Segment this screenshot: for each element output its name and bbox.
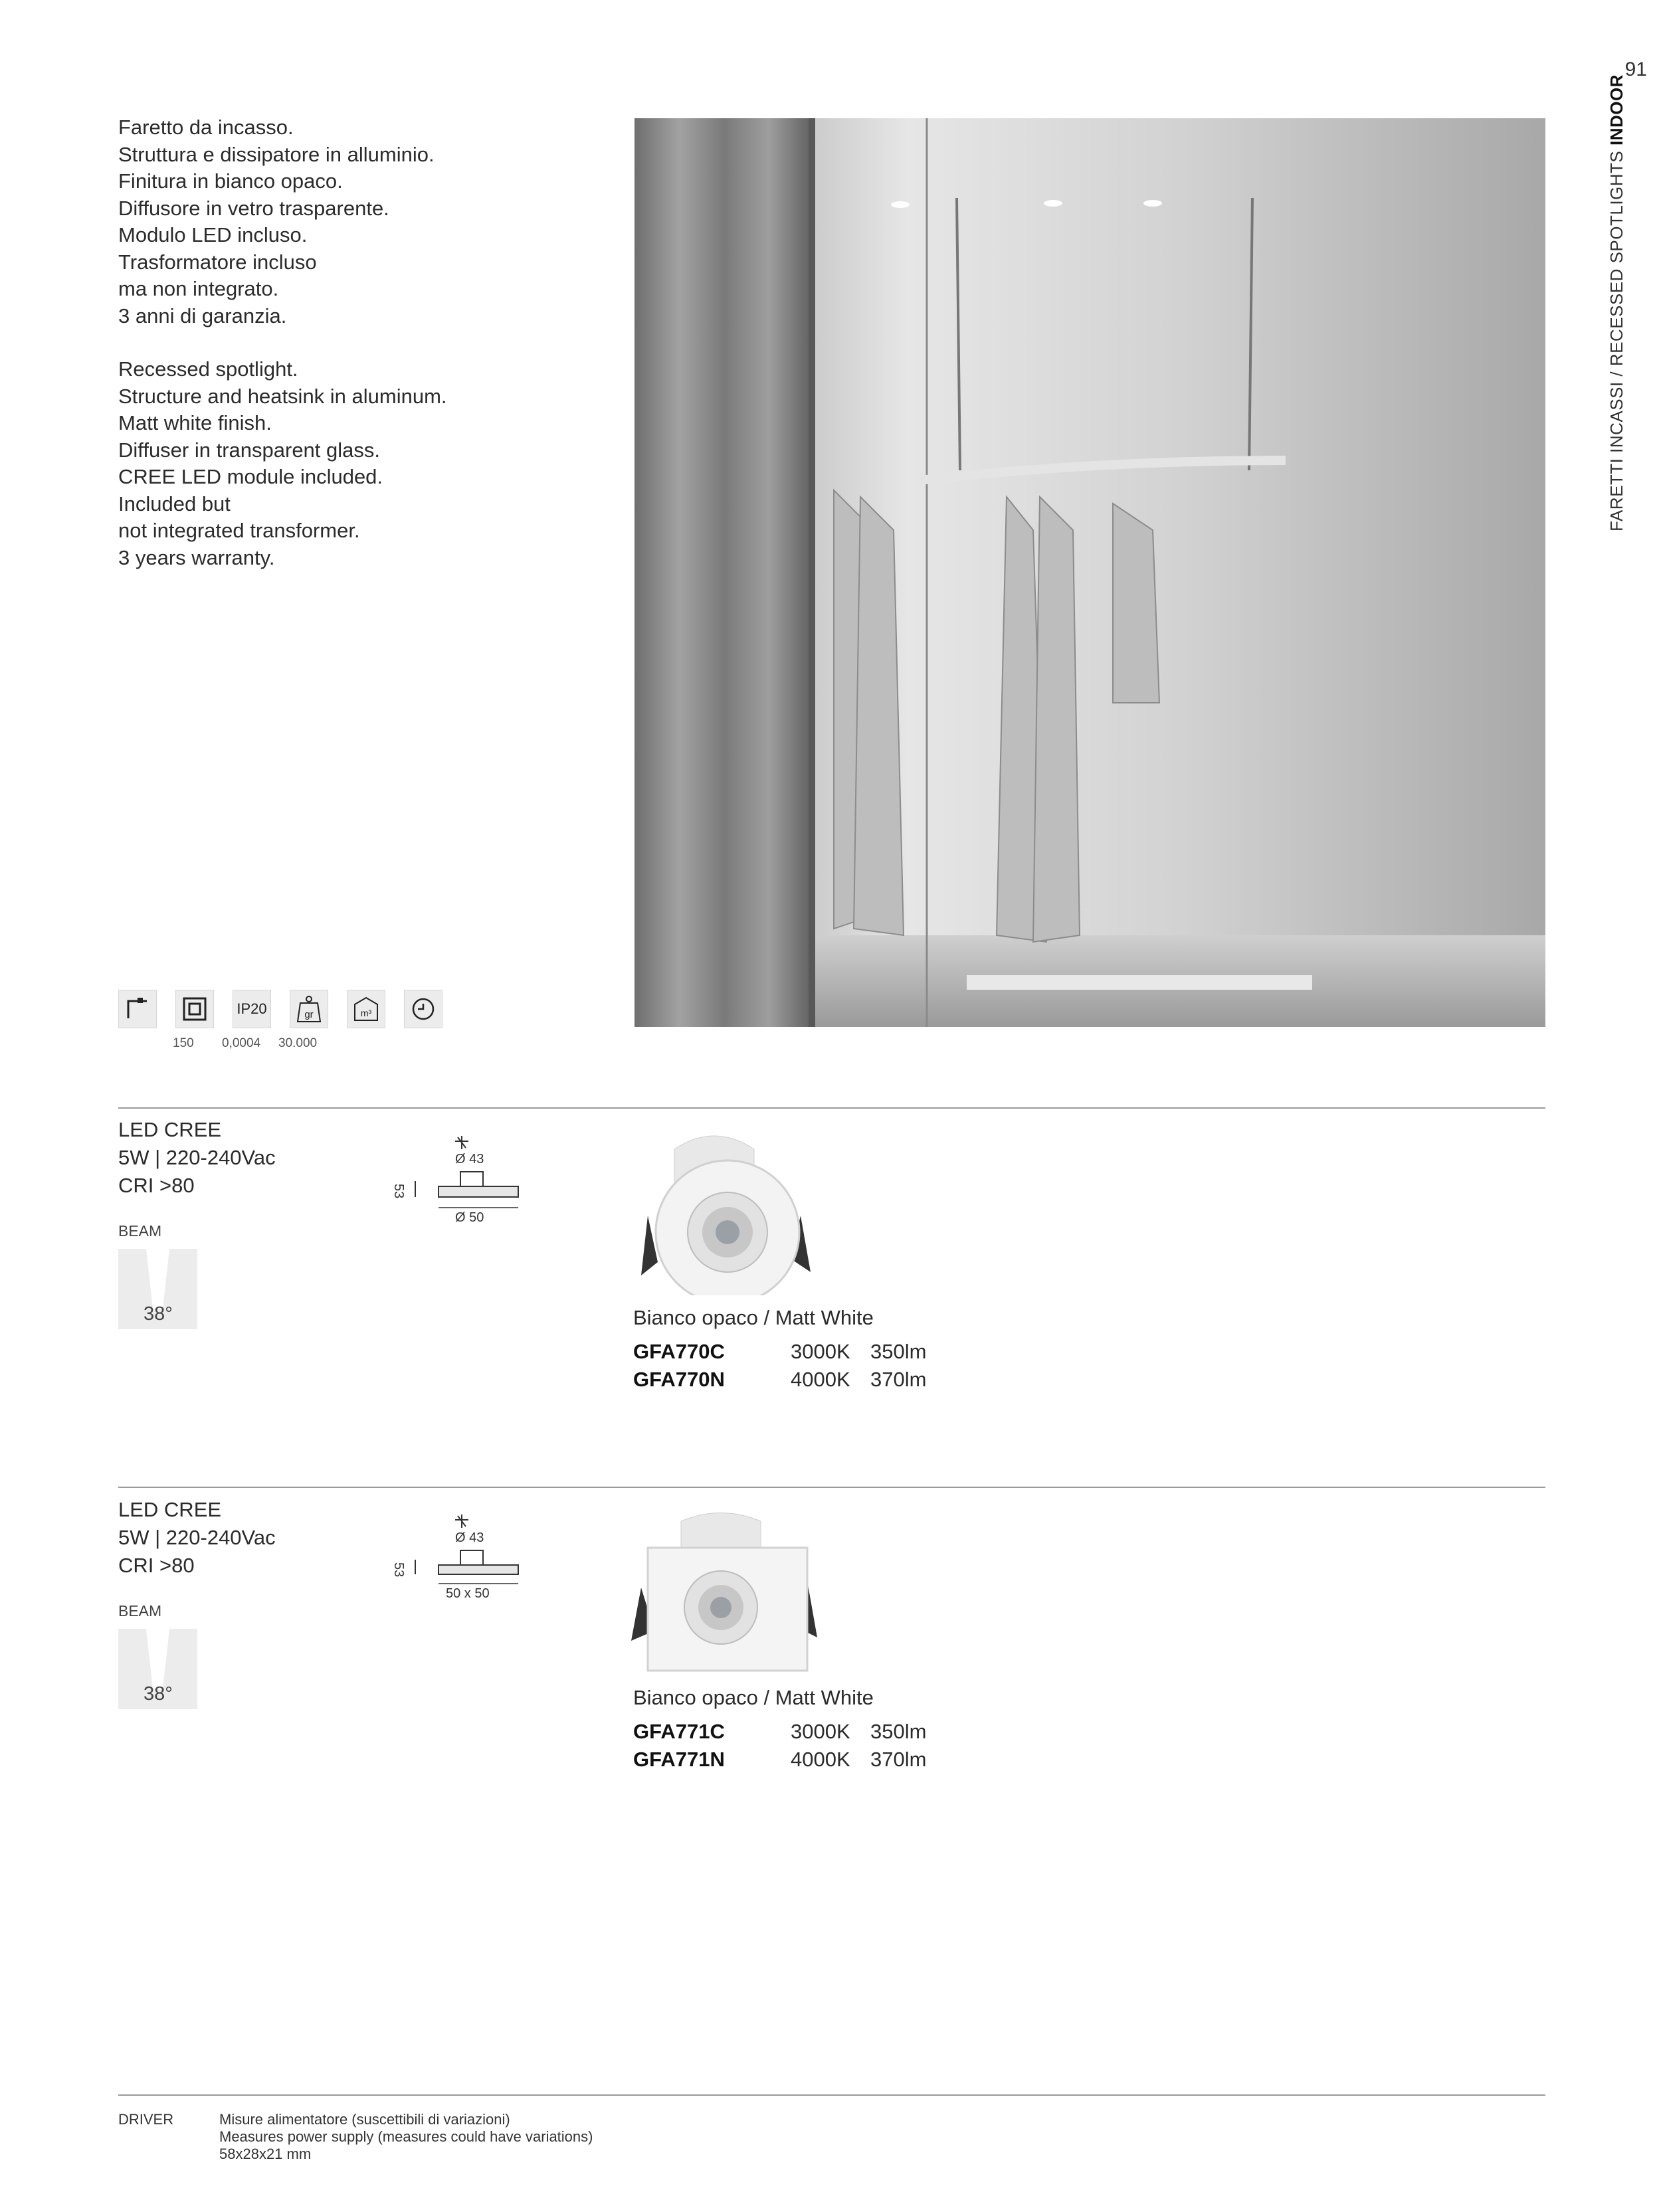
desc-en-line: Diffuser in transparent glass. <box>118 438 381 462</box>
volume-box-icon <box>347 990 385 1028</box>
dim-height: 53 <box>391 1562 406 1578</box>
beam-label: BEAM <box>118 1602 162 1619</box>
product-code: GFA770C <box>633 1340 725 1363</box>
beam-angle-box <box>118 1249 197 1329</box>
beam-angle: 38° <box>144 1303 173 1325</box>
spec-line: 5W | 220-240Vac <box>118 1146 276 1169</box>
beam-label: BEAM <box>118 1222 162 1240</box>
weight-icon <box>290 990 328 1028</box>
product-photo-square <box>628 1508 827 1681</box>
ip-rating-badge: IP20 <box>233 990 271 1028</box>
variant-row <box>633 1746 979 1774</box>
footer-label: DRIVER <box>118 2111 174 2128</box>
dim-bottom: 50 x 50 <box>446 1586 490 1601</box>
desc-it-line: 3 anni di garanzia. <box>118 304 287 327</box>
desc-en-line: CREE LED module included. <box>118 465 383 488</box>
desc-it-line: Trasformatore incluso <box>118 250 317 274</box>
color-temperature: 3000K <box>791 1720 850 1743</box>
color-temperature: 4000K <box>791 1748 850 1771</box>
footer-divider <box>118 2094 1545 2096</box>
side-label-normal: FARETTI INCASSI / RECESSED SPOTLIGHTS <box>1607 150 1626 531</box>
color-temperature: 3000K <box>791 1340 850 1363</box>
lumen-output: 370lm <box>870 1748 927 1771</box>
desc-it-line: Diffusore in vetro trasparente. <box>118 196 389 220</box>
finish-label: Bianco opaco / Matt White <box>633 1686 874 1709</box>
volume-value: 0,0004 <box>222 1036 261 1050</box>
spec-line: 5W | 220-240Vac <box>118 1526 276 1549</box>
product-code: GFA771N <box>633 1748 725 1771</box>
desc-en-line: 3 years warranty. <box>118 545 275 569</box>
dim-bottom: Ø 50 <box>455 1210 484 1225</box>
lumen-output: 370lm <box>870 1368 927 1391</box>
spec-line: CRI >80 <box>118 1554 195 1577</box>
volume-unit: m³ <box>360 1008 372 1018</box>
product-spec <box>118 1496 276 1580</box>
weight-unit: gr <box>304 1009 314 1020</box>
desc-it-line: Faretto da incasso. <box>118 116 294 139</box>
product-code: GFA771C <box>633 1720 725 1743</box>
desc-it-line: ma non integrato. <box>118 277 279 300</box>
beam-angle: 38° <box>144 1683 173 1705</box>
variant-row <box>633 1338 979 1366</box>
driver-line: 58x28x21 mm <box>219 2146 312 2162</box>
variant-row <box>633 1366 979 1394</box>
side-label-bold: INDOOR <box>1607 74 1626 145</box>
lifetime-clock-icon <box>404 990 442 1028</box>
spec-line: CRI >80 <box>118 1174 195 1197</box>
section-divider <box>118 1487 1545 1488</box>
section-side-label <box>1607 74 1627 531</box>
finish-label: Bianco opaco / Matt White <box>633 1306 874 1329</box>
driver-info <box>219 2111 593 2163</box>
driver-line: Misure alimentatore (suscettibili di variazioni) <box>219 2111 510 2128</box>
dim-top: Ø 43 <box>455 1530 484 1545</box>
desc-it-line: Modulo LED incluso. <box>118 223 308 246</box>
weight-value: 150 <box>173 1036 194 1050</box>
double-insulation-icon <box>175 990 214 1028</box>
variant-row <box>633 1718 979 1746</box>
desc-it-line: Finitura in bianco opaco. <box>118 169 343 193</box>
product-photo-round <box>628 1123 827 1295</box>
lumen-output: 350lm <box>870 1720 927 1743</box>
product-description <box>118 114 583 571</box>
spec-line: LED CREE <box>118 1118 222 1141</box>
section-divider <box>118 1107 1545 1109</box>
driver-line: Measures power supply (measures could have variations) <box>219 2128 593 2145</box>
desc-en-line: Included but <box>118 492 231 515</box>
desc-en-line: Recessed spotlight. <box>118 357 298 381</box>
technical-drawing <box>389 1508 535 1634</box>
technical-drawing <box>389 1129 535 1255</box>
spec-line: LED CREE <box>118 1498 222 1521</box>
lifetime-value: 30.000 <box>278 1036 318 1050</box>
desc-en-line: Structure and heatsink in aluminum. <box>118 384 447 408</box>
desc-it-line: Struttura e dissipatore in alluminio. <box>118 142 435 166</box>
dim-height: 53 <box>391 1184 406 1199</box>
beam-angle-box <box>118 1629 197 1709</box>
ambient-photo <box>634 118 1545 1027</box>
desc-en-line: Matt white finish. <box>118 411 272 434</box>
dim-top: Ø 43 <box>455 1152 484 1166</box>
color-temperature: 4000K <box>791 1368 850 1391</box>
desc-en-line: not integrated transformer. <box>118 519 360 542</box>
page-number: 91 <box>1624 58 1647 80</box>
product-code: GFA770N <box>633 1368 725 1391</box>
product-spec <box>118 1116 276 1200</box>
recessed-mount-icon <box>118 990 157 1028</box>
lumen-output: 350lm <box>870 1340 927 1363</box>
